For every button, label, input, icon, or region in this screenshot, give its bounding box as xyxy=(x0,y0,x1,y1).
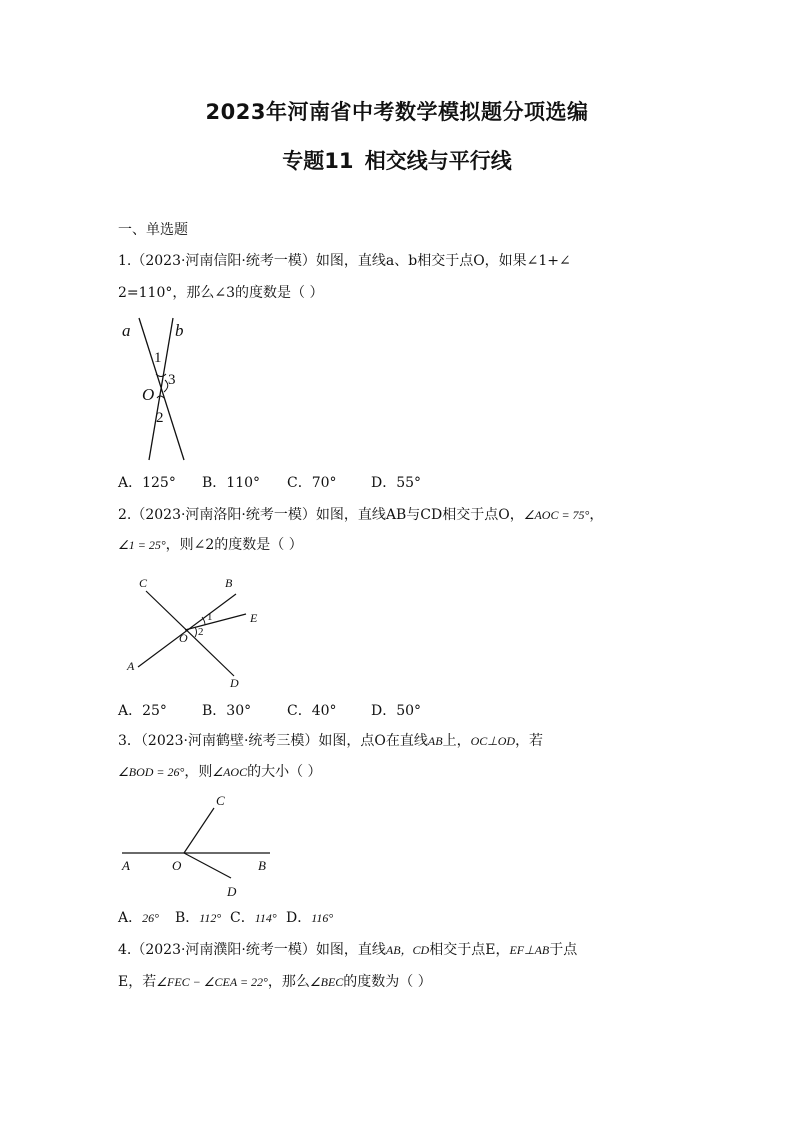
q3-text-line1-mid: 上， xyxy=(442,733,471,749)
q3-option-d-letter: D． xyxy=(286,910,312,926)
document-title: 2023年河南省中考数学模拟题分项选编 xyxy=(205,100,589,124)
q3-math-ab: AB xyxy=(427,734,443,748)
label-B: B xyxy=(225,576,233,590)
q4-text-line2-mid: ，那么 xyxy=(267,974,310,990)
q4-math-diff: ∠FEC − ∠CEA = 22° xyxy=(156,975,268,989)
q3-option-a-value: 26° xyxy=(142,911,159,925)
q2-text-line2-post: ，则∠2的度数是（ ） xyxy=(165,537,303,553)
q2-option-b: B．30° xyxy=(202,703,252,719)
q4-text-line1-mid: 相交于点E， xyxy=(429,942,510,958)
q3-option-c-value: 114° xyxy=(254,911,277,925)
q3-option-b xyxy=(175,908,221,928)
label-O: O xyxy=(142,385,155,404)
q3-math-aoc: ∠AOC xyxy=(212,765,248,779)
label-C: C xyxy=(216,793,225,808)
q2-text-line2 xyxy=(118,535,303,555)
label-2: 2 xyxy=(198,626,204,638)
document-subtitle: 专题11 相交线与平行线 xyxy=(282,149,512,173)
q2-math-angle1: ∠1 = 25° xyxy=(118,538,166,552)
q4-text-line1-pre: 4.（2023·河南濮阳·统考一模）如图，直线 xyxy=(118,942,386,958)
q1-text-line2: 2=110°，那么∠3的度数是（ ） xyxy=(118,285,324,301)
label-D: D xyxy=(227,884,237,899)
q2-option-a: A．25° xyxy=(118,703,167,719)
label-O: O xyxy=(179,631,188,645)
q3-text-line1 xyxy=(118,731,543,751)
section-label: 一、单选题 xyxy=(118,222,188,238)
label-E: E xyxy=(250,611,258,625)
q3-text-line2-mid: ，则 xyxy=(184,764,213,780)
q3-text-line1-post: ，若 xyxy=(515,733,544,749)
q2-text-line1-pre: 2.（2023·河南洛阳·统考一模）如图，直线AB与CD相交于点O， xyxy=(118,507,524,523)
label-A: A xyxy=(122,858,130,873)
angle-arc-2 xyxy=(195,627,197,637)
angle-arc-2 xyxy=(157,396,164,398)
label-A: A xyxy=(127,659,135,673)
q4-text-line2-pre: E，若 xyxy=(118,974,157,990)
q4-math-bec: ∠BEC xyxy=(309,975,344,989)
label-C: C xyxy=(139,576,148,590)
q3-text-line2-post: 的大小（ ） xyxy=(247,764,322,780)
ray-oc xyxy=(184,808,214,853)
label-3: 3 xyxy=(168,372,176,388)
q3-option-a-letter: A． xyxy=(118,910,143,926)
q3-option-b-value: 112° xyxy=(199,911,222,925)
q1-option-b: B．110° xyxy=(202,475,261,491)
q2-text-line1 xyxy=(118,505,603,525)
line-cd xyxy=(146,591,234,676)
label-a: a xyxy=(122,321,131,340)
q3-option-b-letter: B． xyxy=(175,910,200,926)
q2-text-line1-post: ， xyxy=(589,507,604,523)
q1-option-c: C．70° xyxy=(287,475,337,491)
q3-math-perp: OC⊥OD xyxy=(470,734,516,748)
label-1: 1 xyxy=(154,350,162,366)
q3-option-d xyxy=(286,908,333,928)
q3-figure xyxy=(118,792,278,902)
q1-figure xyxy=(118,314,198,464)
q4-text-line2 xyxy=(118,972,432,992)
q2-option-c: C．40° xyxy=(287,703,337,719)
q4-text-line1-post: 于点 xyxy=(549,942,578,958)
label-1: 1 xyxy=(207,611,213,623)
q4-text-line1 xyxy=(118,940,577,960)
label-D: D xyxy=(230,676,239,690)
q2-figure xyxy=(118,574,278,694)
label-b: b xyxy=(175,321,184,340)
label-2: 2 xyxy=(156,410,164,426)
q3-math-bod: ∠BOD = 26° xyxy=(118,765,185,779)
q3-text-line2 xyxy=(118,762,322,782)
ray-oe xyxy=(185,614,246,630)
q4-text-line2-post: 的度数为（ ） xyxy=(343,974,432,990)
q2-math-aoc: ∠AOC = 75° xyxy=(523,508,590,522)
q1-option-d: D．55° xyxy=(371,475,422,491)
q3-option-a xyxy=(118,908,159,928)
q3-option-c xyxy=(230,908,277,928)
label-O: O xyxy=(172,858,182,873)
q4-math-perp: EF⊥AB xyxy=(509,943,550,957)
ray-od xyxy=(184,853,231,878)
q1-option-a: A．125° xyxy=(118,475,176,491)
q3-option-d-value: 116° xyxy=(311,911,334,925)
q3-text-line1-pre: 3．（2023·河南鹤壁·统考三模）如图，点O在直线 xyxy=(118,733,428,749)
q3-option-c-letter: C． xyxy=(230,910,255,926)
label-B: B xyxy=(258,858,266,873)
q2-option-d: D．50° xyxy=(371,703,422,719)
q1-text-line1: 1.（2023·河南信阳·统考一模）如图，直线a、b相交于点O，如果∠1+∠ xyxy=(118,253,571,269)
q4-math-lines: AB，CD xyxy=(385,943,430,957)
